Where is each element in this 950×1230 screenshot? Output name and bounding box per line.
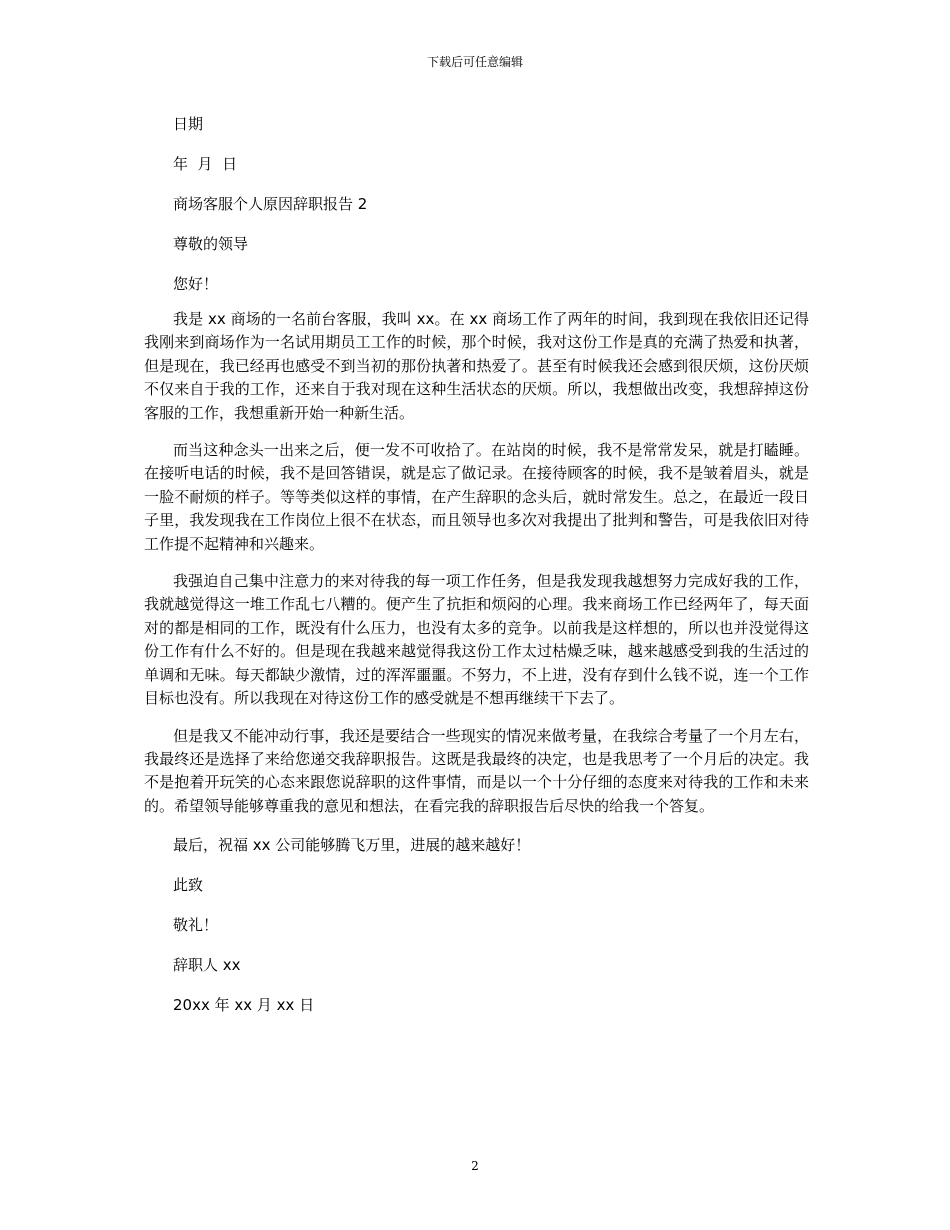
greeting: 您好！ xyxy=(173,275,219,293)
signature-date: 20xx 年 xx 月 xx 日 xyxy=(173,996,315,1015)
date-label: 日期 xyxy=(173,115,204,133)
document-body xyxy=(144,111,809,1032)
page-header: 下载后可任意编辑 xyxy=(426,55,523,69)
page-number: 2 xyxy=(471,1159,479,1173)
closing-line-1: 此致 xyxy=(173,876,204,895)
body-paragraph: 我强迫自己集中注意力的来对待我的每一项工作任务，但是我发现我越想努力完成好我的工作，我就越觉得这一堆工作乱七八糟的。便产生了抗拒和烦闷的心理。我来商场工作已经两年了，每天面对的都是相同的工作，既没有什么压力，也没有太多的竞争。以前我是这样想的，所以也并没觉得这份工作有什么不好的。但是现在我越来越觉得我这份工作太过枯燥乏味，越来越感受到我的生活过的单调和无味。每天都缺少激情，过的浑浑噩噩。不努力，不上进，没有存到什么钱不说，连一个工作目标也没有。所以我现在对待这份工作的感受就是不想再继续干下去了。 xyxy=(144,572,809,708)
body-paragraph: 我是 xx 商场的一名前台客服，我叫 xx。在 xx 商场工作了两年的时间，我到现在我依旧还记得我刚来到商场作为一名试用期员工工作的时候，那个时候，我对这份工作是真的充满了热爱和执著，但是现在，我已经再也感受不到当初的那份执著和热爱了。甚至有时候我还会感到很厌烦，这份厌烦不仅来自于我的工作，还来自于我对现在这种生活状态的厌烦。所以，我想做出改变，我想辞掉这份客服的工作，我想重新开始一种新生活。 xyxy=(144,310,809,422)
document-title: 商场客服个人原因辞职报告 2 xyxy=(173,195,368,213)
date-blank: 年 月 日 xyxy=(173,155,238,173)
closing-line-2: 敬礼！ xyxy=(173,916,219,935)
salutation: 尊敬的领导 xyxy=(173,235,249,253)
signature: 辞职人 xx xyxy=(173,956,241,975)
body-paragraph: 而当这种念头一出来之后，便一发不可收拾了。在站岗的时候，我不是常常发呆，就是打瞌睡。在接听电话的时候，我不是回答错误，就是忘了做记录。在接待顾客的时候，我不是皱着眉头，就是一脸不耐烦的样子。等等类似这样的事情，在产生辞职的念头后，就时常发生。总之，在最近一段日子里，我发现我在工作岗位上很不在状态，而且领导也多次对我提出了批判和警告，可是我依旧对待工作提不起精神和兴趣来。 xyxy=(144,441,809,553)
closing-wish: 最后，祝福 xx 公司能够腾飞万里，进展的越来越好！ xyxy=(173,836,531,855)
body-paragraph: 但是我又不能冲动行事，我还是要结合一些现实的情况来做考量，在我综合考量了一个月左右，我最终还是选择了来给您递交我辞职报告。这既是我最终的决定，也是我思考了一个月后的决定。我不是抱着开玩笑的心态来跟您说辞职的这件事情，而是以一个十分仔细的态度来对待我的工作和未来的。希望领导能够尊重我的意见和想法，在看完我的辞职报告后尽快的给我一个答复。 xyxy=(144,726,809,815)
